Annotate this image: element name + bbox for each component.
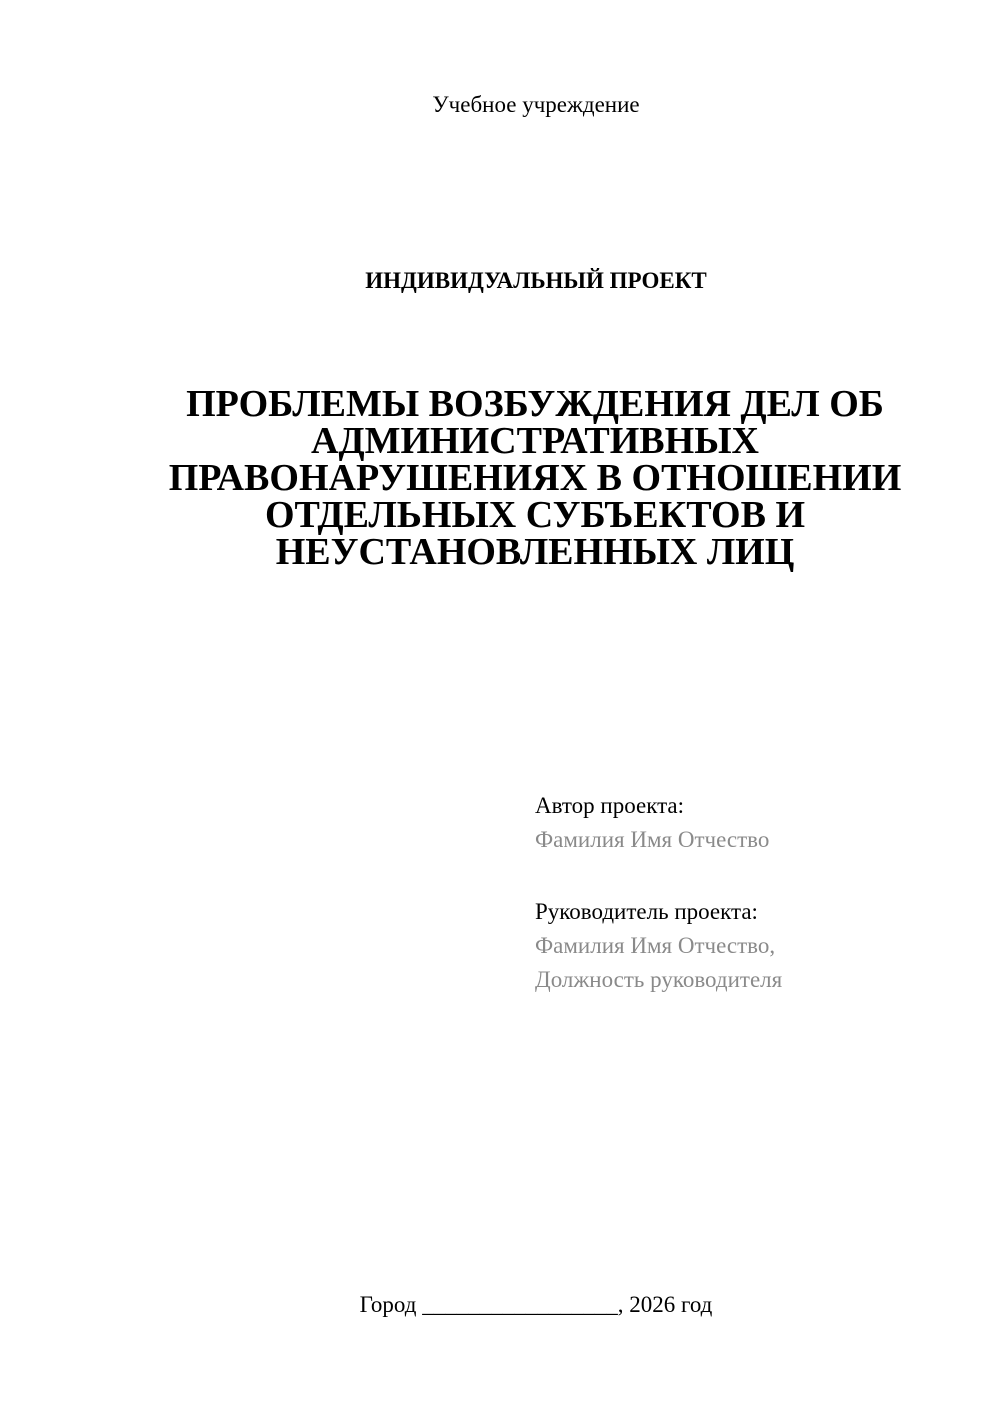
supervisor-name-placeholder: Фамилия Имя Отчество, — [535, 933, 776, 958]
author-label: Автор проекта: — [535, 793, 684, 818]
supervisor-label: Руководитель проекта: — [535, 899, 758, 924]
project-title — [150, 383, 920, 573]
title-line: ОТДЕЛЬНЫХ СУБЪЕКТОВ И — [264, 494, 806, 536]
title-line: АДМИНИСТРАТИВНЫХ — [311, 420, 759, 462]
document-type: ИНДИВИДУАЛЬНЫЙ ПРОЕКТ — [365, 268, 707, 293]
title-line: ПРАВОНАРУШЕНИЯХ В ОТНОШЕНИИ — [168, 457, 902, 499]
title-line: ПРОБЛЕМЫ ВОЗБУЖДЕНИЯ ДЕЛ ОБ — [186, 383, 884, 425]
city-year-line: Город _________________, 2026 год — [359, 1292, 713, 1317]
institution-name: Учебное учреждение — [432, 92, 640, 117]
block-spacer — [535, 857, 975, 895]
supervisor-position-placeholder: Должность руководителя — [535, 967, 783, 992]
author-block — [535, 789, 975, 997]
author-name-placeholder: Фамилия Имя Отчество — [535, 827, 770, 852]
title-line: НЕУСТАНОВЛЕННЫХ ЛИЦ — [275, 531, 795, 573]
